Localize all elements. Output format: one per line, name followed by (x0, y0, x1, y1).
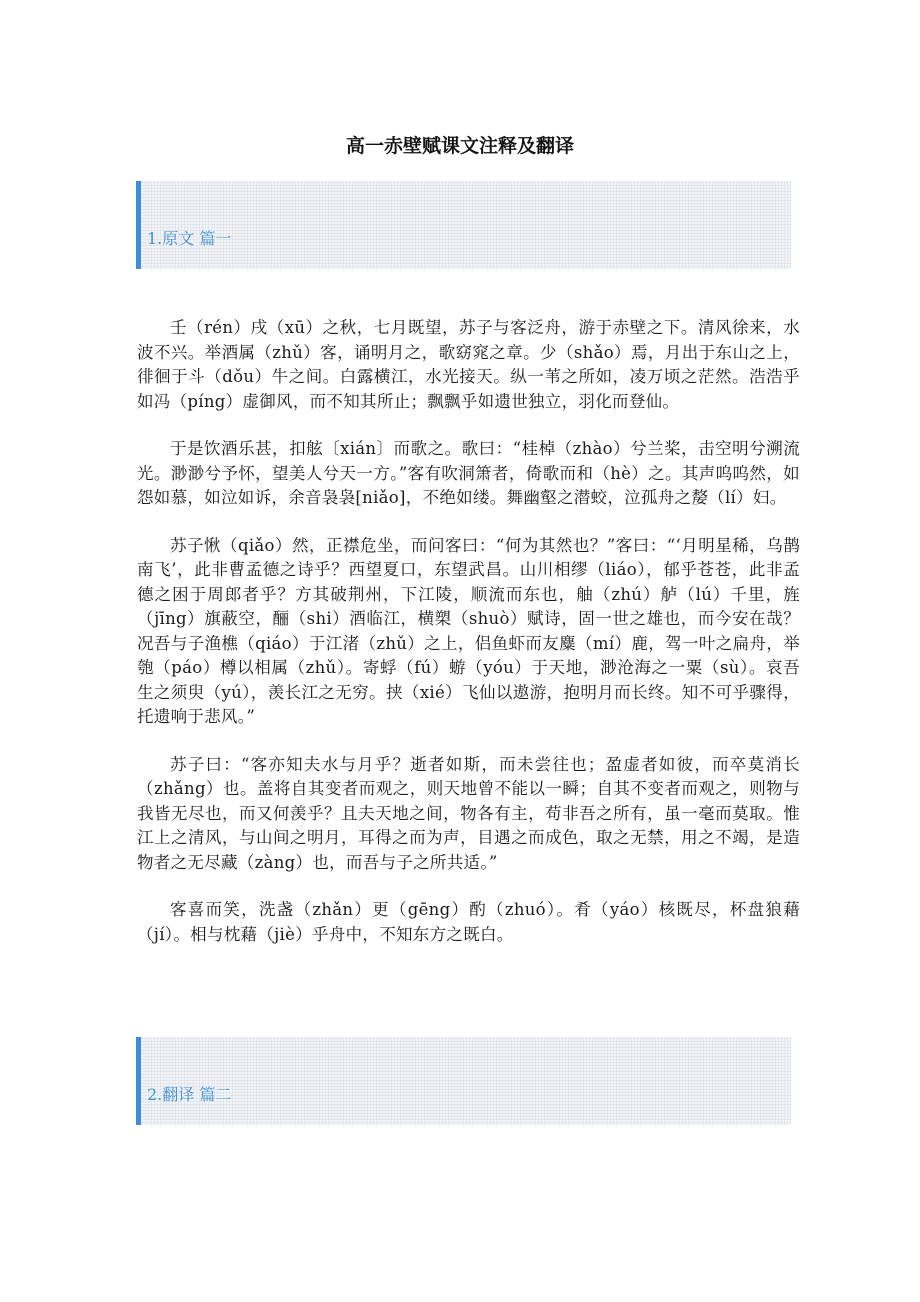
page-title: 高一赤壁赋课文注释及翻译 (345, 135, 574, 157)
paragraph-5: 客喜而笑，洗盏（zhǎn）更（gēng）酌（zhuó）。肴（yáo）核既尽，杯盘狼藉（jí）。相与枕藉（jiè）乎舟中，不知东方之既白。 (137, 900, 800, 944)
paragraph-3: 苏子愀（qiǎo）然，正襟危坐，而问客曰：“何为其然也？”客曰：“‘月明星稀，乌鹊南飞’，此非曹孟德之诗乎？西望夏口，东望武昌。山川相缪（liáo），郁乎苍苍，此非孟德之困于周郎者乎？方其破荆州，下江陵，顺流而东也，舳（zhú）舻（lú）千里，旌（jīng）旗蔽空，酾（shi）酒临江，横槊（shuò）赋诗，固一世之雄也，而今安在哉？况吾与子渔樵（qiáo）于江渚（zhǔ）之上，侣鱼虾而友麋（mí）鹿，驾一叶之扁舟，举匏（páo）樽以相属（zhǔ）。寄蜉（fú）蝣（yóu）于天地，渺沧海之一粟（sù）。哀吾生之须臾（yú），羡长江之无穷。挟（xié）飞仙以遨游，抱明月而长终。知不可乎骤得，托遗响于悲风。” (137, 535, 800, 726)
section-header-translation (136, 1037, 791, 1125)
paragraph-2: 于是饮酒乐甚，扣舷〔xián〕而歌之。歌曰：“桂棹（zhào）兮兰桨，击空明兮溯流光。渺渺兮予怀，望美人兮天一方。”客有吹洞箫者，倚歌而和（hè）之。其声呜呜然，如怨如慕，如泣如诉，余音袅袅[niǎo]，不绝如缕。舞幽壑之潜蛟，泣孤舟之嫠（lí）妇。 (137, 439, 800, 507)
section-label-translation: 2.翻译 篇二 (147, 1085, 232, 1104)
section-label-original: 1.原文 篇一 (147, 229, 232, 248)
article-body (137, 316, 800, 970)
section-header-original (136, 181, 791, 269)
paragraph-1: 壬（rén）戌（xū）之秋，七月既望，苏子与客泛舟，游于赤壁之下。清风徐来，水波不兴。举酒属（zhǔ）客，诵明月之，歌窈窕之章。少（shǎo）焉，月出于东山之上，徘徊于斗（dǒu）牛之间。白露横江，水光接天。纵一苇之所如，凌万顷之茫然。浩浩乎如冯（píng）虚御风，而不知其所止；飘飘乎如遗世独立，羽化而登仙。 (137, 318, 800, 411)
paragraph-4: 苏子曰：“客亦知夫水与月乎？逝者如斯，而未尝往也；盈虚者如彼，而卒莫消长（zhǎng）也。盖将自其变者而观之，则天地曾不能以一瞬；自其不变者而观之，则物与我皆无尽也，而又何羡乎？且夫天地之间，物各有主，苟非吾之所有，虽一毫而莫取。惟江上之清风，与山间之明月，耳得之而为声，目遇之而成色，取之无禁，用之不竭，是造物者之无尽藏（zàng）也，而吾与子之所共适。” (137, 754, 800, 872)
